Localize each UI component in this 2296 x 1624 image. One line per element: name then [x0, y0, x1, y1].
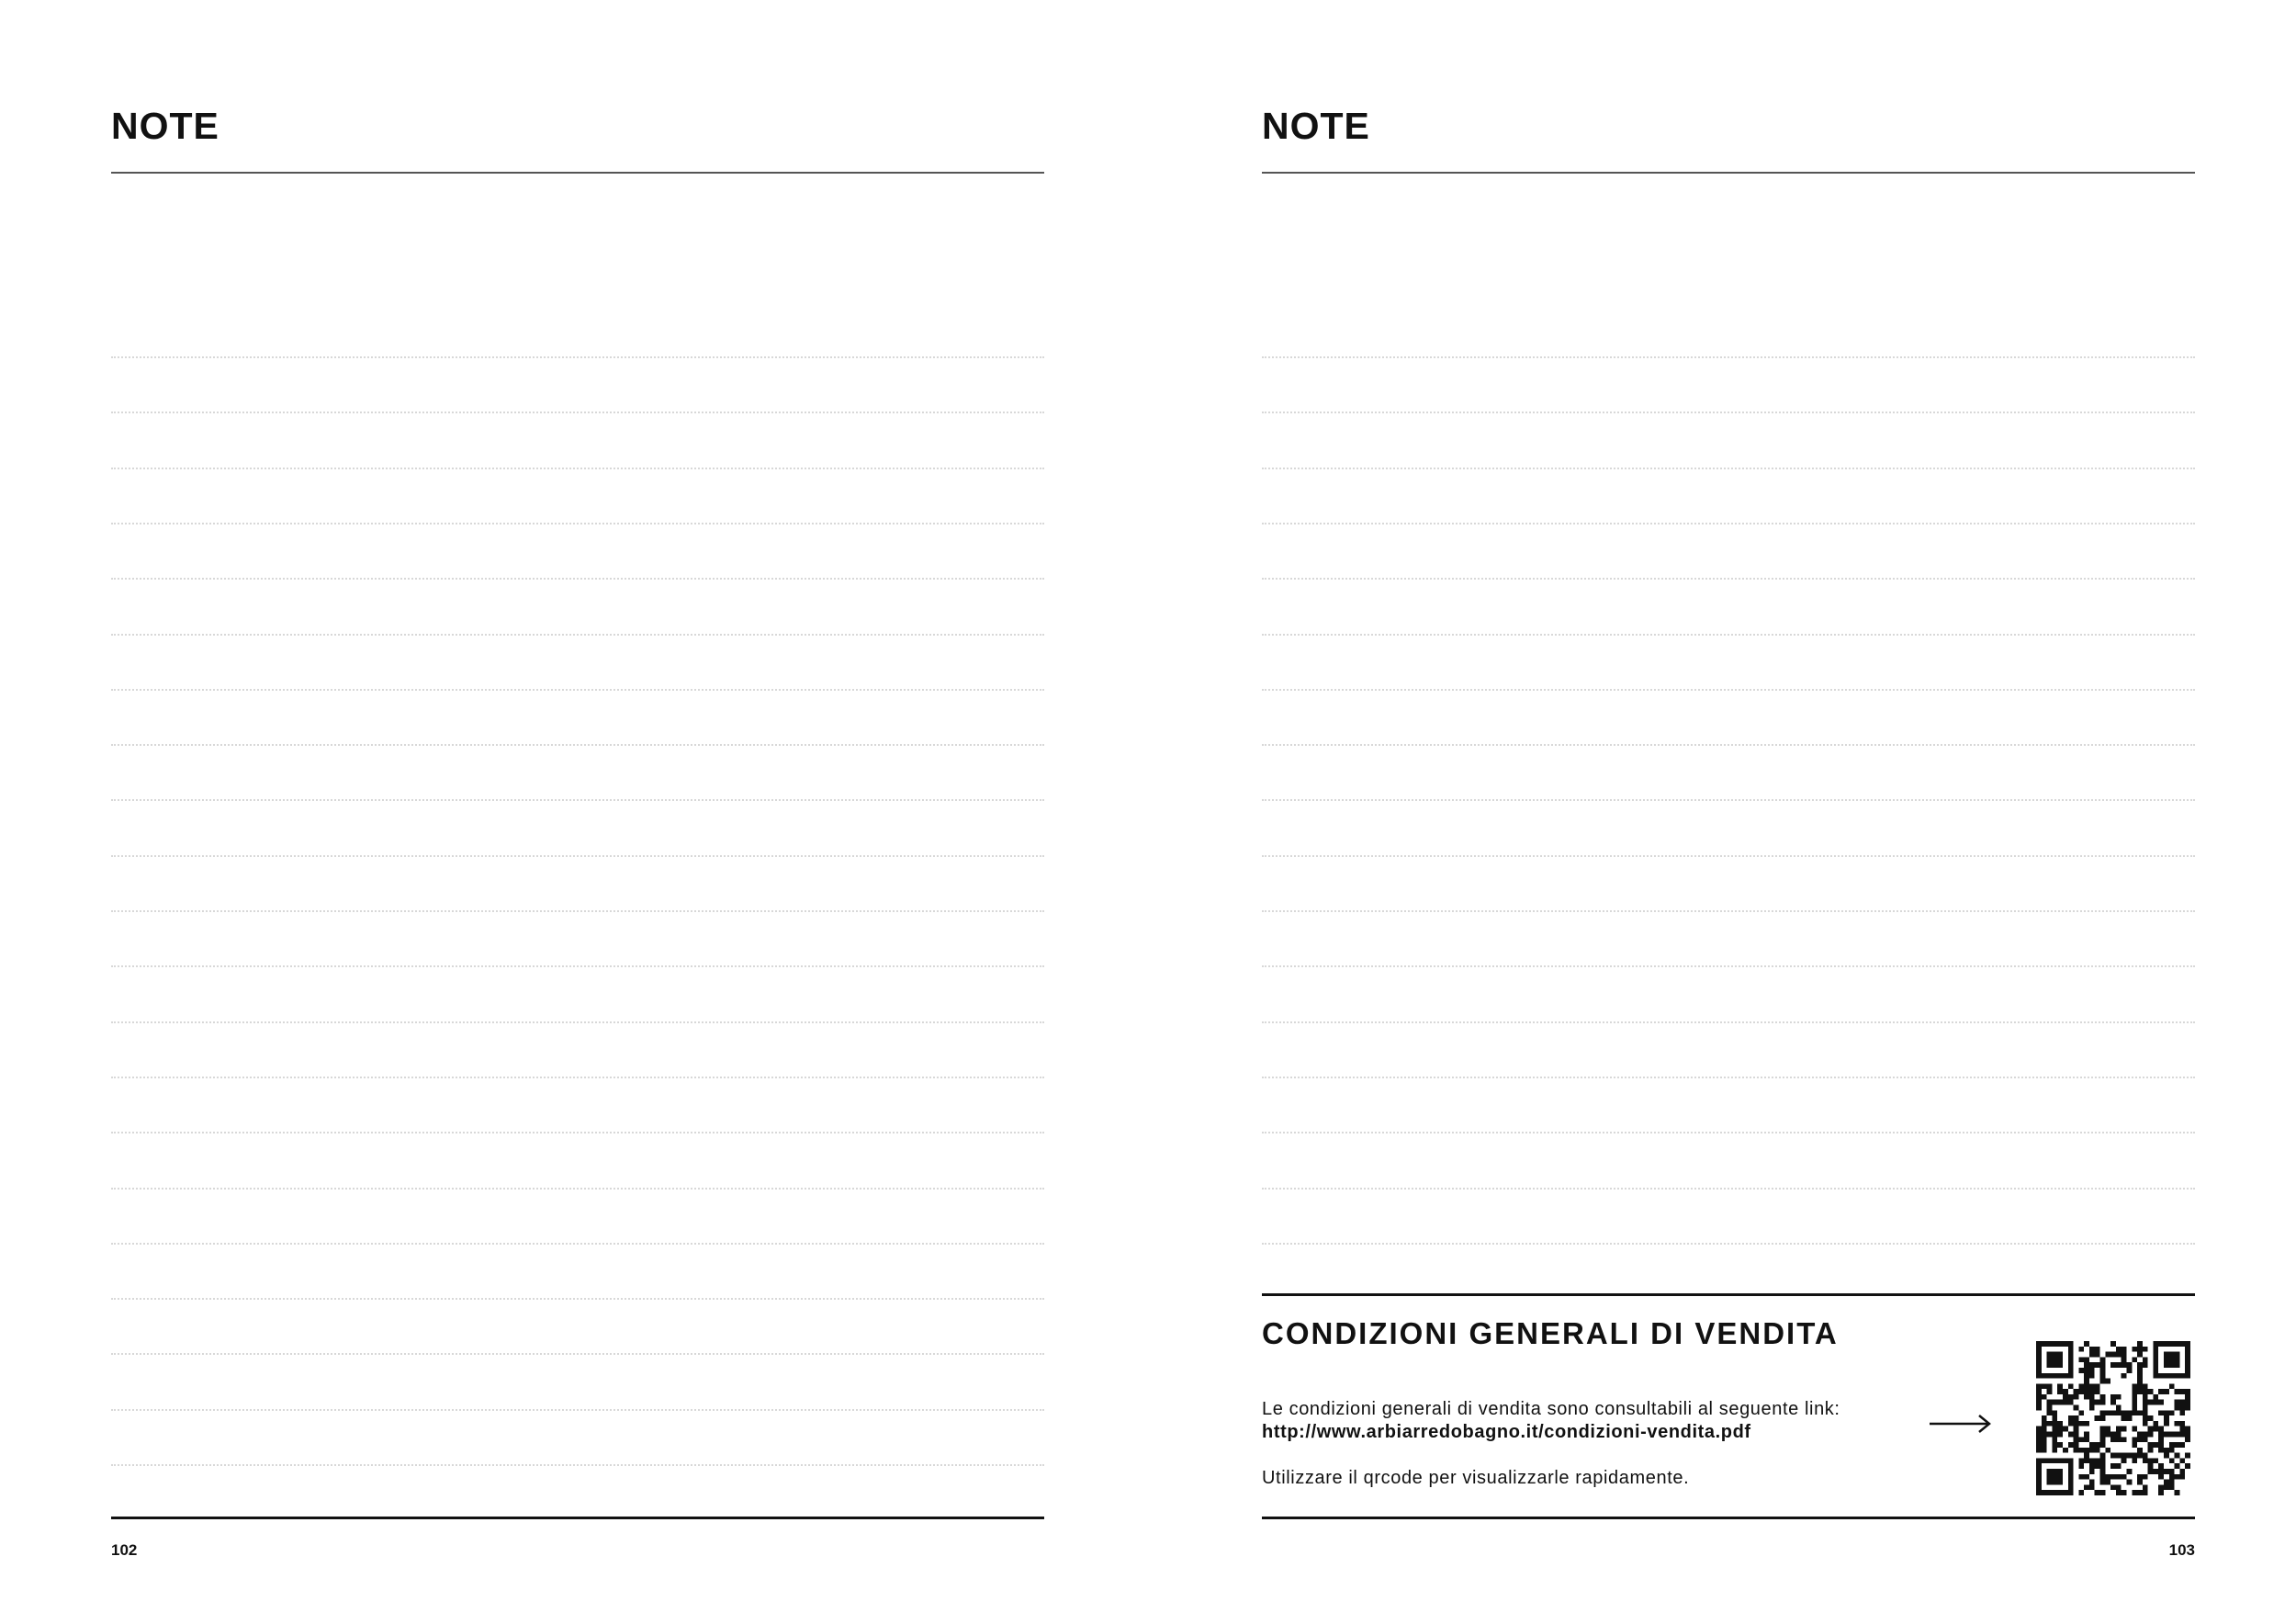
conditions-title: CONDIZIONI GENERALI DI VENDITA — [1262, 1316, 1839, 1350]
page-number: 103 — [2168, 1541, 2195, 1559]
note-line — [1262, 356, 2195, 358]
note-line — [111, 689, 1044, 691]
title-divider — [1262, 172, 2195, 174]
note-line — [111, 1409, 1044, 1411]
note-line — [1262, 578, 2195, 580]
note-line — [1262, 910, 2195, 912]
note-line — [1262, 412, 2195, 413]
page-number: 102 — [111, 1541, 138, 1559]
note-line — [111, 634, 1044, 636]
conditions-intro: Le condizioni generali di vendita sono consultabili al seguente link: — [1262, 1399, 1840, 1419]
note-line — [111, 1243, 1044, 1245]
note-line — [111, 1353, 1044, 1355]
note-line — [111, 965, 1044, 967]
note-line — [111, 523, 1044, 524]
conditions-divider — [1262, 1293, 2195, 1296]
note-line — [1262, 523, 2195, 524]
title-divider — [111, 172, 1044, 174]
note-line — [1262, 1077, 2195, 1078]
note-line — [1262, 744, 2195, 746]
note-line — [1262, 468, 2195, 469]
note-line — [111, 578, 1044, 580]
conditions-link[interactable]: http://www.arbiarredobagno.it/condizioni-vendita.pdf — [1262, 1422, 1751, 1442]
note-line — [111, 855, 1044, 857]
note-line — [1262, 965, 2195, 967]
right-page — [1262, 0, 2195, 1624]
note-line — [1262, 1188, 2195, 1190]
note-line — [111, 1021, 1044, 1023]
note-line — [111, 744, 1044, 746]
bottom-divider — [1262, 1517, 2195, 1519]
note-line — [111, 412, 1044, 413]
note-line — [1262, 634, 2195, 636]
note-line — [1262, 1021, 2195, 1023]
left-page — [111, 0, 1044, 1624]
note-line — [111, 1298, 1044, 1300]
conditions-text — [1262, 1398, 1923, 1490]
note-line — [111, 356, 1044, 358]
note-line — [111, 468, 1044, 469]
note-line — [1262, 799, 2195, 801]
page-title: NOTE — [1262, 105, 1370, 147]
note-line — [111, 1077, 1044, 1078]
note-line — [111, 1132, 1044, 1133]
arrow-right-icon — [1928, 1405, 1992, 1442]
note-line — [1262, 1243, 2195, 1245]
note-line — [1262, 855, 2195, 857]
conditions-hint: Utilizzare il qrcode per visualizzarle rapidamente. — [1262, 1468, 1690, 1488]
page-title: NOTE — [111, 105, 219, 147]
note-line — [111, 1464, 1044, 1466]
note-line — [111, 910, 1044, 912]
note-line — [1262, 1132, 2195, 1133]
note-line — [1262, 689, 2195, 691]
note-line — [111, 1188, 1044, 1190]
note-line — [111, 799, 1044, 801]
bottom-divider — [111, 1517, 1044, 1519]
qr-code-icon[interactable] — [2036, 1341, 2190, 1495]
